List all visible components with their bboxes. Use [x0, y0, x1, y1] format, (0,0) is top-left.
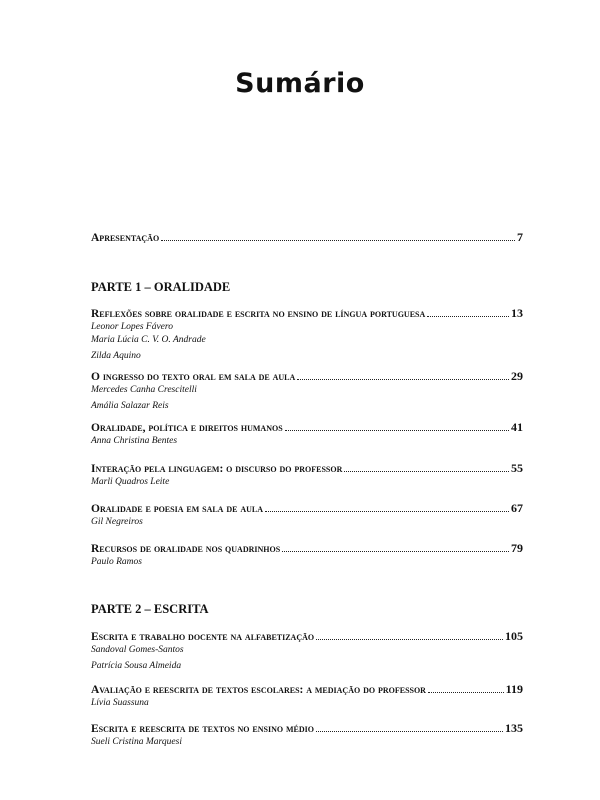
toc-entry-title: Escrita e reescrita de textos no ensino médio — [91, 723, 314, 735]
dot-leader — [427, 316, 509, 317]
toc-entry-apresentacao[interactable] — [91, 230, 523, 245]
toc-page-number: 135 — [505, 721, 523, 735]
author-name: Lívia Suassuna — [91, 698, 149, 708]
toc-line — [91, 501, 523, 516]
toc-page-number: 7 — [517, 230, 523, 244]
toc-line — [91, 420, 523, 435]
author-name: Maria Lúcia C. V. O. Andrade — [91, 335, 206, 345]
toc-page-number: 119 — [505, 682, 523, 696]
part-1-heading: PARTE 1 – ORALIDADE — [91, 280, 231, 294]
toc-page-number: 41 — [511, 420, 523, 434]
toc-line — [91, 306, 523, 321]
toc-entry[interactable] — [91, 721, 523, 749]
toc-entry[interactable] — [91, 501, 523, 529]
toc-page-number: 29 — [511, 369, 523, 383]
part-2-heading: PARTE 2 – ESCRITA — [91, 602, 209, 616]
dot-leader — [428, 692, 504, 693]
toc-entry-title: Reflexões sobre oralidade e escrita no ensino de língua portuguesa — [91, 308, 426, 320]
toc-entry-title: Apresentação — [91, 232, 160, 244]
page-title: Sumário — [235, 68, 365, 99]
toc-page-number: 67 — [511, 501, 523, 515]
toc-page-number: 13 — [511, 306, 523, 320]
dot-leader — [316, 731, 503, 732]
dot-leader — [161, 240, 515, 241]
dot-leader — [285, 430, 509, 431]
toc-line — [91, 541, 523, 556]
toc-line — [91, 369, 523, 384]
author-name: Mercedes Canha Crescitelli — [91, 385, 197, 395]
toc-line — [91, 230, 523, 245]
toc-entry-title: Interação pela linguagem: o discurso do professor — [91, 463, 343, 475]
toc-entry-title: Avaliação e reescrita de textos escolares: a mediação do professor — [91, 684, 426, 696]
toc-entry-title: Oralidade e poesia em sala de aula — [91, 503, 263, 515]
toc-entry[interactable] — [91, 461, 523, 489]
toc-entry-title: Oralidade, política e direitos humanos — [91, 422, 283, 434]
toc-line — [91, 682, 523, 697]
dot-leader — [297, 379, 509, 380]
author-name: Zilda Aquino — [91, 351, 141, 361]
toc-entry-title: O ingresso do texto oral em sala de aula — [91, 371, 296, 383]
toc-entry-title: Recursos de oralidade nos quadrinhos — [91, 543, 281, 555]
toc-entry[interactable] — [91, 629, 523, 673]
author-name: Amália Salazar Reis — [91, 401, 169, 411]
dot-leader — [344, 471, 509, 472]
toc-entry[interactable] — [91, 541, 523, 569]
toc-page-number: 55 — [511, 461, 523, 475]
dot-leader — [316, 639, 503, 640]
author-name: Anna Christina Bentes — [91, 436, 178, 446]
author-name: Sandoval Gomes-Santos — [91, 645, 184, 655]
author-name: Paulo Ramos — [91, 557, 142, 567]
toc-line — [91, 461, 523, 476]
toc-line — [91, 629, 523, 644]
toc-entry-title: Escrita e trabalho docente na alfabetização — [91, 631, 315, 643]
toc-page-number: 105 — [505, 629, 523, 643]
author-name: Gil Negreiros — [91, 517, 143, 527]
dot-leader — [282, 551, 509, 552]
toc-line — [91, 721, 523, 736]
dot-leader — [265, 511, 509, 512]
toc-entry[interactable] — [91, 682, 523, 710]
toc-entry[interactable] — [91, 420, 523, 448]
author-name: Sueli Cristina Marquesi — [91, 737, 182, 747]
toc-entry[interactable] — [91, 369, 523, 413]
author-name: Marli Quadros Leite — [91, 477, 170, 487]
author-name: Patrícia Sousa Almeida — [91, 661, 182, 671]
toc-page-number: 79 — [511, 541, 523, 555]
toc-entry[interactable] — [91, 306, 523, 363]
author-name: Leonor Lopes Fávero — [91, 322, 173, 332]
